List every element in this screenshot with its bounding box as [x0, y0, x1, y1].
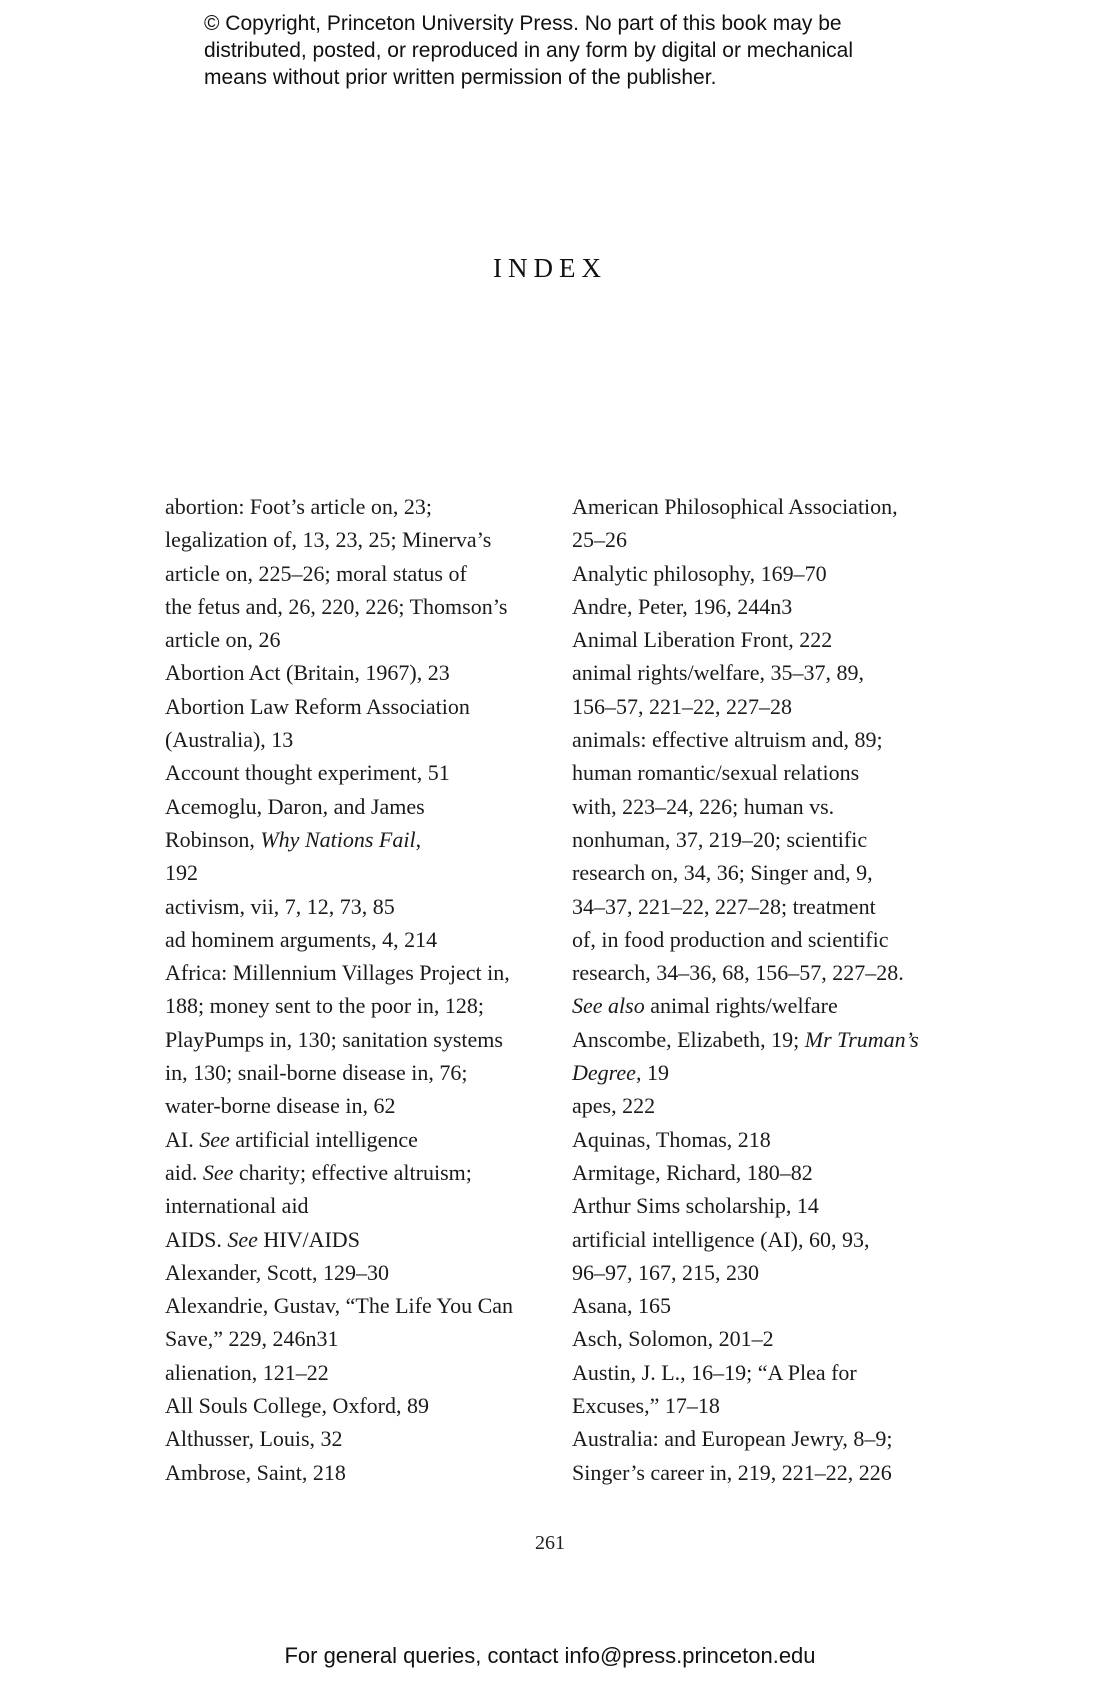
index-entry-line: Analytic philosophy, 169–70	[572, 560, 827, 586]
index-entry	[165, 1356, 565, 1389]
index-entry-line: Abortion Law Reform Association	[165, 693, 470, 719]
index-entry	[572, 1422, 942, 1489]
index-entry	[572, 1356, 942, 1423]
index-entry-line: 34–37, 221–22, 227–28; treatment	[572, 893, 876, 919]
index-column-left	[165, 490, 565, 1489]
index-entry	[165, 1123, 565, 1156]
index-entry-line: Aquinas, Thomas, 218	[572, 1126, 771, 1152]
index-entry-line: aid. See charity; effective altruism;	[165, 1159, 472, 1185]
index-entry-line: AIDS. See HIV/AIDS	[165, 1226, 360, 1252]
index-entry-line: research on, 34, 36; Singer and, 9,	[572, 860, 873, 886]
index-column-right	[572, 490, 942, 1489]
index-entry-line: Animal Liberation Front, 222	[572, 627, 833, 653]
index-entry-line: the fetus and, 26, 220, 226; Thomson’s	[165, 593, 508, 619]
index-entry	[572, 590, 942, 623]
index-entry	[165, 690, 565, 757]
page-title: INDEX	[493, 253, 607, 283]
index-entry-line: water-borne disease in, 62	[165, 1093, 396, 1119]
index-entry-line: Austin, J. L., 16–19; “A Plea for	[572, 1359, 857, 1385]
index-entry	[165, 1456, 565, 1489]
copyright-line: means without prior written permission of the publisher.	[204, 66, 717, 89]
index-entry-line: research, 34–36, 68, 156–57, 227–28.	[572, 960, 904, 986]
index-entry-line: Armitage, Richard, 180–82	[572, 1159, 813, 1185]
index-entry-line: article on, 225–26; moral status of	[165, 560, 467, 586]
index-entry-line: American Philosophical Association,	[572, 494, 898, 519]
index-entry-line: Degree, 19	[572, 1060, 669, 1086]
index-entry	[165, 656, 565, 689]
index-entry	[572, 557, 942, 590]
index-entry-line: Singer’s career in, 219, 221–22, 226	[572, 1459, 892, 1485]
index-entry-line: Save,” 229, 246n31	[165, 1326, 339, 1352]
index-entry-line: Australia: and European Jewry, 8–9;	[572, 1426, 893, 1452]
index-entry-line: Alexander, Scott, 129–30	[165, 1259, 389, 1285]
index-entry	[165, 1422, 565, 1455]
page-number: 261	[535, 1532, 565, 1554]
index-entry	[165, 1223, 565, 1256]
index-entry	[165, 956, 565, 1122]
index-entry-line: human romantic/sexual relations	[572, 760, 860, 786]
index-entry-line: ad hominem arguments, 4, 214	[165, 926, 438, 952]
index-entry	[572, 1322, 942, 1355]
index-entry-line: 96–97, 167, 215, 230	[572, 1259, 759, 1285]
index-entry-line: Acemoglu, Daron, and James	[165, 793, 425, 819]
index-entry-line: legalization of, 13, 23, 25; Minerva’s	[165, 527, 492, 553]
copyright-line: © Copyright, Princeton University Press. No part of this book may be	[204, 12, 842, 35]
index-entry-line: activism, vii, 7, 12, 73, 85	[165, 893, 395, 919]
index-entry-line: (Australia), 13	[165, 727, 294, 753]
index-entry-line: Account thought experiment, 51	[165, 760, 450, 786]
index-entry	[572, 1023, 942, 1090]
index-entry-line: PlayPumps in, 130; sanitation systems	[165, 1026, 503, 1052]
index-entry-line: Ambrose, Saint, 218	[165, 1459, 346, 1485]
index-entry-line: artificial intelligence (AI), 60, 93,	[572, 1226, 870, 1252]
index-entry-line: abortion: Foot’s article on, 23;	[165, 494, 433, 519]
index-entry-line: 188; money sent to the poor in, 128;	[165, 993, 484, 1019]
index-entry-line: animal rights/welfare, 35–37, 89,	[572, 660, 865, 686]
index-entry-line: 192	[165, 860, 198, 886]
index-entry	[572, 1123, 942, 1156]
index-entry-line: international aid	[165, 1193, 309, 1219]
index-entry	[572, 1089, 942, 1122]
index-entry-line: article on, 26	[165, 627, 281, 653]
index-entry-line: Andre, Peter, 196, 244n3	[572, 593, 793, 619]
index-entry-line: Asch, Solomon, 201–2	[572, 1326, 774, 1352]
index-entry	[165, 890, 565, 923]
index-entry	[572, 1156, 942, 1189]
index-entry	[572, 1289, 942, 1322]
index-entry-line: 156–57, 221–22, 227–28	[572, 693, 792, 719]
index-entry	[572, 656, 942, 723]
index-entry-line: Alexandrie, Gustav, “The Life You Can	[165, 1293, 514, 1319]
index-entry-line: nonhuman, 37, 219–20; scientific	[572, 826, 868, 852]
index-entry-line: of, in food production and scientific	[572, 926, 889, 952]
index-entry	[165, 1289, 565, 1356]
index-entry	[165, 1256, 565, 1289]
index-entry-line: 25–26	[572, 527, 627, 553]
index-entry-line: See also animal rights/welfare	[572, 993, 838, 1019]
index-entry-line: Excuses,” 17–18	[572, 1393, 720, 1419]
index-entry-line: animals: effective altruism and, 89;	[572, 727, 883, 753]
index-entry	[165, 790, 565, 890]
index-entry-line: Abortion Act (Britain, 1967), 23	[165, 660, 450, 686]
index-entry	[572, 623, 942, 656]
copyright-notice	[204, 10, 964, 91]
index-entry	[165, 756, 565, 789]
index-entry-line: AI. See artificial intelligence	[165, 1126, 418, 1152]
index-entry	[572, 1223, 942, 1290]
index-entry-line: Althusser, Louis, 32	[165, 1426, 343, 1452]
index-entry	[165, 1389, 565, 1422]
index-entry-line: Africa: Millennium Villages Project in,	[165, 960, 510, 986]
footer-contact: For general queries, contact info@press.princeton.edu	[284, 1643, 816, 1668]
index-entry-line: Anscombe, Elizabeth, 19; Mr Truman’s	[572, 1026, 919, 1052]
index-entry-line: in, 130; snail-borne disease in, 76;	[165, 1060, 468, 1086]
index-entry-line: apes, 222	[572, 1093, 656, 1119]
index-entry-line: alienation, 121–22	[165, 1359, 329, 1385]
index-entry-line: All Souls College, Oxford, 89	[165, 1393, 429, 1419]
index-entry	[572, 1189, 942, 1222]
index-entry	[165, 490, 565, 656]
index-entry	[165, 1156, 565, 1223]
index-entry	[572, 723, 942, 1023]
index-entry-line: Robinson, Why Nations Fail,	[165, 826, 422, 852]
index-entry-line: Asana, 165	[572, 1293, 671, 1319]
index-entry-line: Arthur Sims scholarship, 14	[572, 1193, 819, 1219]
index-entry	[572, 490, 942, 557]
index-entry-line: with, 223–24, 226; human vs.	[572, 793, 835, 819]
index-entry	[165, 923, 565, 956]
copyright-line: distributed, posted, or reproduced in any form by digital or mechanical	[204, 39, 854, 62]
